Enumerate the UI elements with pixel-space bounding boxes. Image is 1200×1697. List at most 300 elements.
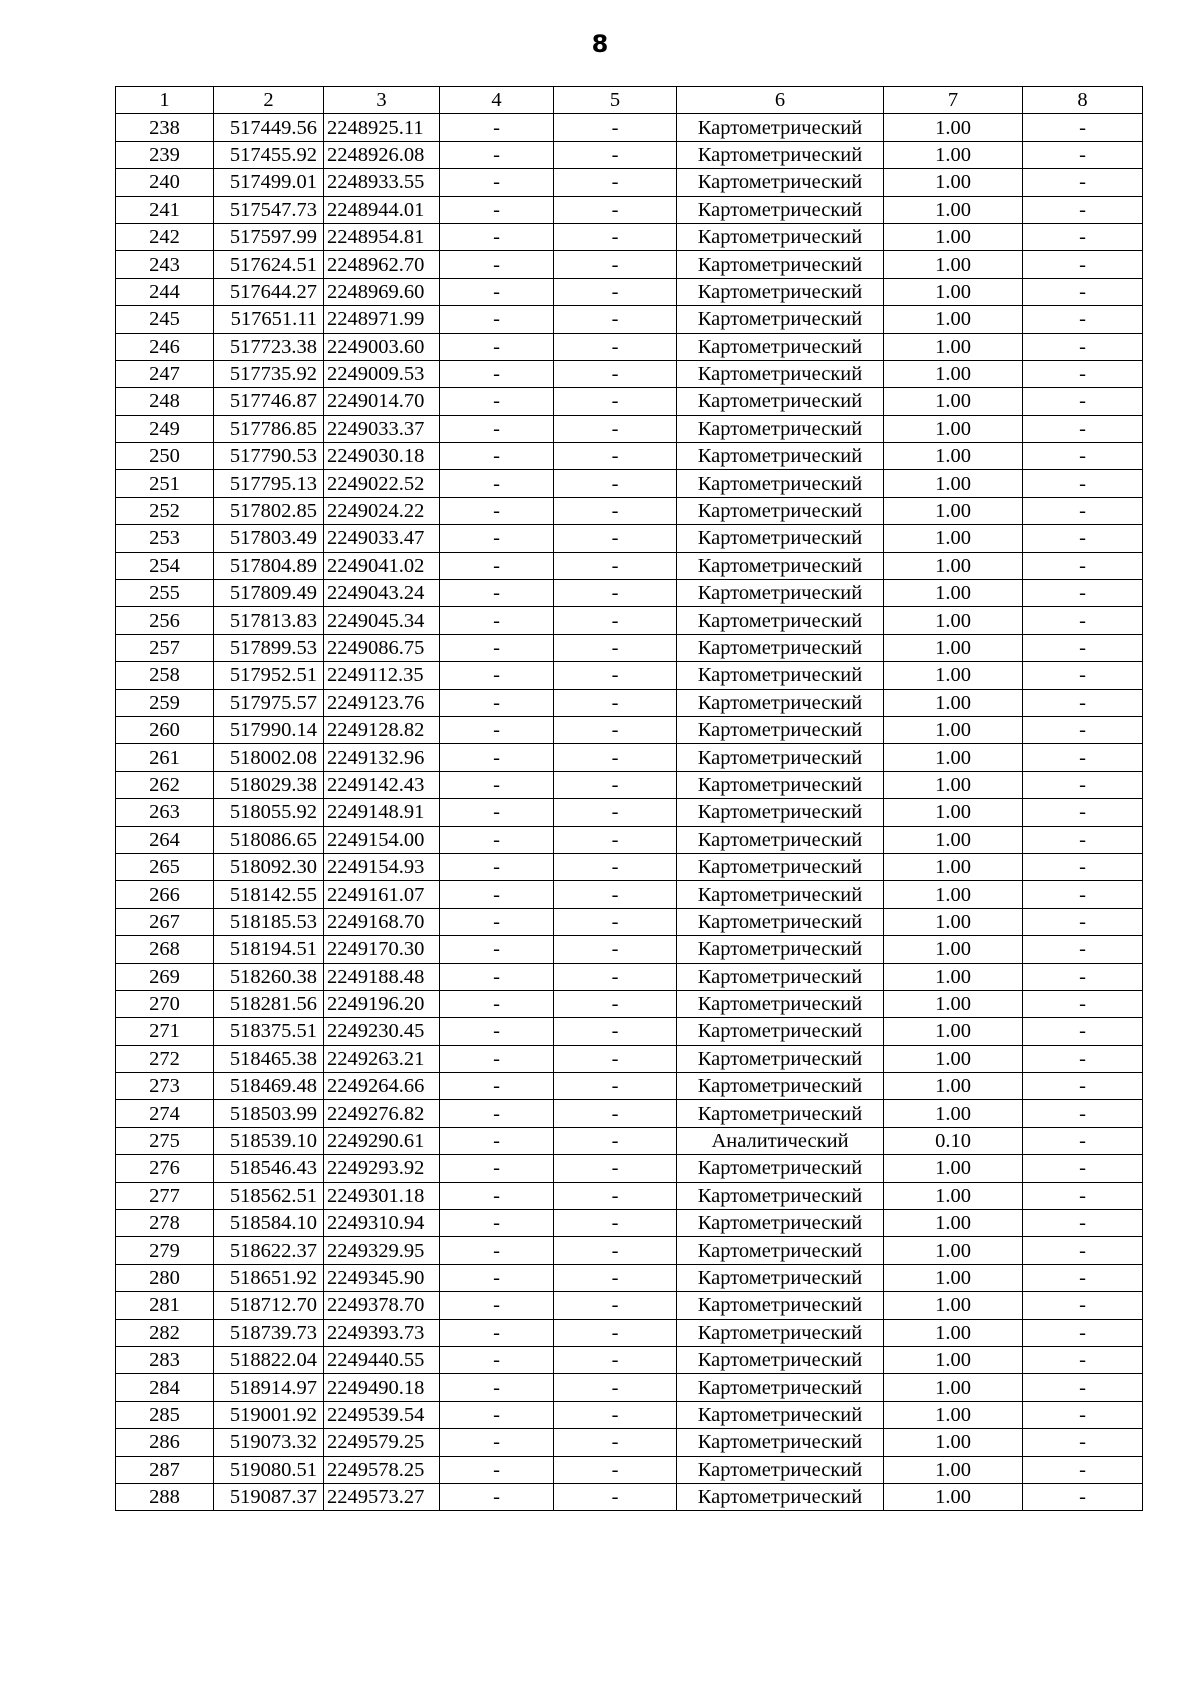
method-cell: Картометрический xyxy=(677,1264,884,1291)
accuracy-cell: 1.00 xyxy=(884,1155,1023,1182)
point-number-cell: 288 xyxy=(116,1483,214,1510)
col4-cell: - xyxy=(440,1483,554,1510)
col4-cell: - xyxy=(440,716,554,743)
method-cell: Картометрический xyxy=(677,1182,884,1209)
col4-cell: - xyxy=(440,1073,554,1100)
col4-cell: - xyxy=(440,744,554,771)
coord-y-cell: 2249230.45 xyxy=(324,1018,440,1045)
table-row xyxy=(116,853,1143,880)
method-cell: Аналитический xyxy=(677,1127,884,1154)
coord-y-cell: 2249003.60 xyxy=(324,333,440,360)
coord-x-cell: 518822.04 xyxy=(214,1346,324,1373)
coord-x-cell: 518002.08 xyxy=(214,744,324,771)
table-row xyxy=(116,278,1143,305)
coord-y-cell: 2249301.18 xyxy=(324,1182,440,1209)
accuracy-cell: 1.00 xyxy=(884,415,1023,442)
point-number-cell: 283 xyxy=(116,1346,214,1373)
method-cell: Картометрический xyxy=(677,415,884,442)
table-row xyxy=(116,963,1143,990)
coord-x-cell: 517899.53 xyxy=(214,634,324,661)
col4-cell: - xyxy=(440,881,554,908)
point-number-cell: 253 xyxy=(116,525,214,552)
accuracy-cell: 1.00 xyxy=(884,360,1023,387)
accuracy-cell: 1.00 xyxy=(884,141,1023,168)
coord-x-cell: 517735.92 xyxy=(214,360,324,387)
coord-y-cell: 2249009.53 xyxy=(324,360,440,387)
table-row xyxy=(116,1346,1143,1373)
col8-cell: - xyxy=(1023,196,1143,223)
column-header: 8 xyxy=(1023,87,1143,114)
coordinates-table xyxy=(115,86,1143,1511)
coord-y-cell: 2248944.01 xyxy=(324,196,440,223)
col8-cell: - xyxy=(1023,744,1143,771)
method-cell: Картометрический xyxy=(677,525,884,552)
col5-cell: - xyxy=(554,853,677,880)
col4-cell: - xyxy=(440,853,554,880)
col8-cell: - xyxy=(1023,908,1143,935)
coord-x-cell: 517790.53 xyxy=(214,443,324,470)
table-row xyxy=(116,388,1143,415)
col8-cell: - xyxy=(1023,963,1143,990)
point-number-cell: 242 xyxy=(116,223,214,250)
col8-cell: - xyxy=(1023,497,1143,524)
point-number-cell: 266 xyxy=(116,881,214,908)
col8-cell: - xyxy=(1023,990,1143,1017)
accuracy-cell: 1.00 xyxy=(884,1237,1023,1264)
col5-cell: - xyxy=(554,360,677,387)
coord-x-cell: 517651.11 xyxy=(214,306,324,333)
table-row xyxy=(116,333,1143,360)
table-row xyxy=(116,580,1143,607)
coord-y-cell: 2248933.55 xyxy=(324,169,440,196)
point-number-cell: 249 xyxy=(116,415,214,442)
col8-cell: - xyxy=(1023,1456,1143,1483)
coord-y-cell: 2249263.21 xyxy=(324,1045,440,1072)
table-row xyxy=(116,114,1143,141)
table-row xyxy=(116,470,1143,497)
col5-cell: - xyxy=(554,634,677,661)
table-row xyxy=(116,1127,1143,1154)
coord-x-cell: 517499.01 xyxy=(214,169,324,196)
method-cell: Картометрический xyxy=(677,799,884,826)
table-row xyxy=(116,936,1143,963)
table-row xyxy=(116,662,1143,689)
method-cell: Картометрический xyxy=(677,853,884,880)
table-row xyxy=(116,607,1143,634)
col5-cell: - xyxy=(554,278,677,305)
accuracy-cell: 1.00 xyxy=(884,580,1023,607)
col4-cell: - xyxy=(440,497,554,524)
col8-cell: - xyxy=(1023,1100,1143,1127)
method-cell: Картометрический xyxy=(677,1100,884,1127)
col8-cell: - xyxy=(1023,306,1143,333)
col5-cell: - xyxy=(554,826,677,853)
accuracy-cell: 1.00 xyxy=(884,388,1023,415)
method-cell: Картометрический xyxy=(677,1237,884,1264)
col8-cell: - xyxy=(1023,251,1143,278)
table-row xyxy=(116,908,1143,935)
col8-cell: - xyxy=(1023,1182,1143,1209)
coord-y-cell: 2249041.02 xyxy=(324,552,440,579)
accuracy-cell: 1.00 xyxy=(884,1045,1023,1072)
table-row xyxy=(116,1319,1143,1346)
table-row xyxy=(116,1182,1143,1209)
method-cell: Картометрический xyxy=(677,963,884,990)
col8-cell: - xyxy=(1023,1264,1143,1291)
col5-cell: - xyxy=(554,1319,677,1346)
col5-cell: - xyxy=(554,388,677,415)
col4-cell: - xyxy=(440,1346,554,1373)
col4-cell: - xyxy=(440,1237,554,1264)
coord-y-cell: 2249345.90 xyxy=(324,1264,440,1291)
table-row xyxy=(116,1018,1143,1045)
accuracy-cell: 1.00 xyxy=(884,607,1023,634)
col4-cell: - xyxy=(440,908,554,935)
point-number-cell: 265 xyxy=(116,853,214,880)
method-cell: Картометрический xyxy=(677,114,884,141)
col8-cell: - xyxy=(1023,1374,1143,1401)
table-header-row xyxy=(116,87,1143,114)
coord-y-cell: 2249170.30 xyxy=(324,936,440,963)
col5-cell: - xyxy=(554,1292,677,1319)
coord-x-cell: 518712.70 xyxy=(214,1292,324,1319)
coord-y-cell: 2248925.11 xyxy=(324,114,440,141)
method-cell: Картометрический xyxy=(677,580,884,607)
col5-cell: - xyxy=(554,443,677,470)
col5-cell: - xyxy=(554,196,677,223)
col4-cell: - xyxy=(440,1429,554,1456)
col5-cell: - xyxy=(554,744,677,771)
col5-cell: - xyxy=(554,662,677,689)
coord-x-cell: 517803.49 xyxy=(214,525,324,552)
col8-cell: - xyxy=(1023,1292,1143,1319)
point-number-cell: 264 xyxy=(116,826,214,853)
coord-y-cell: 2249290.61 xyxy=(324,1127,440,1154)
col8-cell: - xyxy=(1023,662,1143,689)
table-row xyxy=(116,552,1143,579)
col4-cell: - xyxy=(440,771,554,798)
method-cell: Картометрический xyxy=(677,333,884,360)
point-number-cell: 262 xyxy=(116,771,214,798)
col4-cell: - xyxy=(440,689,554,716)
col5-cell: - xyxy=(554,689,677,716)
col4-cell: - xyxy=(440,1456,554,1483)
coord-x-cell: 518651.92 xyxy=(214,1264,324,1291)
col8-cell: - xyxy=(1023,333,1143,360)
coord-x-cell: 518185.53 xyxy=(214,908,324,935)
coord-y-cell: 2249022.52 xyxy=(324,470,440,497)
table-row xyxy=(116,1483,1143,1510)
col8-cell: - xyxy=(1023,689,1143,716)
accuracy-cell: 1.00 xyxy=(884,1292,1023,1319)
method-cell: Картометрический xyxy=(677,1456,884,1483)
coord-x-cell: 519073.32 xyxy=(214,1429,324,1456)
accuracy-cell: 1.00 xyxy=(884,716,1023,743)
col5-cell: - xyxy=(554,497,677,524)
coord-x-cell: 518622.37 xyxy=(214,1237,324,1264)
col5-cell: - xyxy=(554,1018,677,1045)
method-cell: Картометрический xyxy=(677,443,884,470)
accuracy-cell: 1.00 xyxy=(884,689,1023,716)
coord-x-cell: 519080.51 xyxy=(214,1456,324,1483)
table-row xyxy=(116,1210,1143,1237)
point-number-cell: 284 xyxy=(116,1374,214,1401)
accuracy-cell: 1.00 xyxy=(884,1319,1023,1346)
method-cell: Картометрический xyxy=(677,1483,884,1510)
col4-cell: - xyxy=(440,1292,554,1319)
table-row xyxy=(116,196,1143,223)
method-cell: Картометрический xyxy=(677,607,884,634)
method-cell: Картометрический xyxy=(677,662,884,689)
coord-y-cell: 2249148.91 xyxy=(324,799,440,826)
col8-cell: - xyxy=(1023,169,1143,196)
col8-cell: - xyxy=(1023,1073,1143,1100)
table-row xyxy=(116,251,1143,278)
table-row xyxy=(116,1237,1143,1264)
col5-cell: - xyxy=(554,936,677,963)
accuracy-cell: 1.00 xyxy=(884,771,1023,798)
method-cell: Картометрический xyxy=(677,251,884,278)
column-header: 5 xyxy=(554,87,677,114)
accuracy-cell: 1.00 xyxy=(884,251,1023,278)
col4-cell: - xyxy=(440,1210,554,1237)
col4-cell: - xyxy=(440,114,554,141)
table-row xyxy=(116,525,1143,552)
method-cell: Картометрический xyxy=(677,1045,884,1072)
coord-y-cell: 2249043.24 xyxy=(324,580,440,607)
col5-cell: - xyxy=(554,1483,677,1510)
col4-cell: - xyxy=(440,278,554,305)
page-number: 8 xyxy=(591,30,609,58)
col8-cell: - xyxy=(1023,223,1143,250)
point-number-cell: 251 xyxy=(116,470,214,497)
coord-y-cell: 2249329.95 xyxy=(324,1237,440,1264)
point-number-cell: 280 xyxy=(116,1264,214,1291)
coord-y-cell: 2249310.94 xyxy=(324,1210,440,1237)
point-number-cell: 260 xyxy=(116,716,214,743)
point-number-cell: 274 xyxy=(116,1100,214,1127)
coord-y-cell: 2249264.66 xyxy=(324,1073,440,1100)
col4-cell: - xyxy=(440,963,554,990)
coord-x-cell: 517597.99 xyxy=(214,223,324,250)
accuracy-cell: 0.10 xyxy=(884,1127,1023,1154)
point-number-cell: 273 xyxy=(116,1073,214,1100)
coord-x-cell: 517547.73 xyxy=(214,196,324,223)
coord-y-cell: 2249490.18 xyxy=(324,1374,440,1401)
point-number-cell: 244 xyxy=(116,278,214,305)
table-row xyxy=(116,497,1143,524)
coord-x-cell: 517802.85 xyxy=(214,497,324,524)
col5-cell: - xyxy=(554,306,677,333)
col8-cell: - xyxy=(1023,141,1143,168)
col8-cell: - xyxy=(1023,771,1143,798)
coord-x-cell: 517449.56 xyxy=(214,114,324,141)
method-cell: Картометрический xyxy=(677,1319,884,1346)
col5-cell: - xyxy=(554,1155,677,1182)
table-row xyxy=(116,415,1143,442)
coord-x-cell: 517804.89 xyxy=(214,552,324,579)
table-row xyxy=(116,1073,1143,1100)
col5-cell: - xyxy=(554,470,677,497)
col4-cell: - xyxy=(440,306,554,333)
method-cell: Картометрический xyxy=(677,990,884,1017)
coord-y-cell: 2249161.07 xyxy=(324,881,440,908)
coord-x-cell: 518739.73 xyxy=(214,1319,324,1346)
point-number-cell: 240 xyxy=(116,169,214,196)
accuracy-cell: 1.00 xyxy=(884,1073,1023,1100)
col8-cell: - xyxy=(1023,580,1143,607)
accuracy-cell: 1.00 xyxy=(884,634,1023,661)
method-cell: Картометрический xyxy=(677,360,884,387)
col5-cell: - xyxy=(554,1401,677,1428)
col5-cell: - xyxy=(554,580,677,607)
accuracy-cell: 1.00 xyxy=(884,1456,1023,1483)
col8-cell: - xyxy=(1023,936,1143,963)
accuracy-cell: 1.00 xyxy=(884,1100,1023,1127)
col8-cell: - xyxy=(1023,853,1143,880)
coord-x-cell: 518584.10 xyxy=(214,1210,324,1237)
point-number-cell: 259 xyxy=(116,689,214,716)
col5-cell: - xyxy=(554,333,677,360)
col4-cell: - xyxy=(440,1264,554,1291)
coord-y-cell: 2249030.18 xyxy=(324,443,440,470)
col5-cell: - xyxy=(554,771,677,798)
method-cell: Картометрический xyxy=(677,1429,884,1456)
coord-x-cell: 518260.38 xyxy=(214,963,324,990)
method-cell: Картометрический xyxy=(677,1346,884,1373)
coord-y-cell: 2249196.20 xyxy=(324,990,440,1017)
col4-cell: - xyxy=(440,826,554,853)
col5-cell: - xyxy=(554,607,677,634)
col4-cell: - xyxy=(440,415,554,442)
col5-cell: - xyxy=(554,1264,677,1291)
col4-cell: - xyxy=(440,1100,554,1127)
point-number-cell: 241 xyxy=(116,196,214,223)
point-number-cell: 285 xyxy=(116,1401,214,1428)
coord-y-cell: 2249112.35 xyxy=(324,662,440,689)
col4-cell: - xyxy=(440,388,554,415)
method-cell: Картометрический xyxy=(677,1018,884,1045)
table-row xyxy=(116,1045,1143,1072)
accuracy-cell: 1.00 xyxy=(884,1374,1023,1401)
coord-y-cell: 2249045.34 xyxy=(324,607,440,634)
col4-cell: - xyxy=(440,1045,554,1072)
accuracy-cell: 1.00 xyxy=(884,799,1023,826)
col5-cell: - xyxy=(554,990,677,1017)
accuracy-cell: 1.00 xyxy=(884,963,1023,990)
accuracy-cell: 1.00 xyxy=(884,333,1023,360)
col4-cell: - xyxy=(440,443,554,470)
coord-y-cell: 2249132.96 xyxy=(324,744,440,771)
col8-cell: - xyxy=(1023,552,1143,579)
col8-cell: - xyxy=(1023,1429,1143,1456)
col8-cell: - xyxy=(1023,114,1143,141)
coord-x-cell: 517786.85 xyxy=(214,415,324,442)
table-body xyxy=(116,114,1143,1511)
col4-cell: - xyxy=(440,580,554,607)
method-cell: Картометрический xyxy=(677,223,884,250)
coord-y-cell: 2249573.27 xyxy=(324,1483,440,1510)
method-cell: Картометрический xyxy=(677,689,884,716)
coord-x-cell: 518914.97 xyxy=(214,1374,324,1401)
method-cell: Картометрический xyxy=(677,1155,884,1182)
col8-cell: - xyxy=(1023,634,1143,661)
table-row xyxy=(116,634,1143,661)
accuracy-cell: 1.00 xyxy=(884,990,1023,1017)
coord-y-cell: 2248971.99 xyxy=(324,306,440,333)
coord-x-cell: 518086.65 xyxy=(214,826,324,853)
method-cell: Картометрический xyxy=(677,552,884,579)
col8-cell: - xyxy=(1023,1127,1143,1154)
coord-x-cell: 517795.13 xyxy=(214,470,324,497)
accuracy-cell: 1.00 xyxy=(884,662,1023,689)
col5-cell: - xyxy=(554,963,677,990)
table-row xyxy=(116,716,1143,743)
column-header: 2 xyxy=(214,87,324,114)
point-number-cell: 263 xyxy=(116,799,214,826)
table-row xyxy=(116,744,1143,771)
table-row xyxy=(116,1429,1143,1456)
col4-cell: - xyxy=(440,607,554,634)
col8-cell: - xyxy=(1023,1045,1143,1072)
col4-cell: - xyxy=(440,1182,554,1209)
coord-x-cell: 517990.14 xyxy=(214,716,324,743)
method-cell: Картометрический xyxy=(677,388,884,415)
col4-cell: - xyxy=(440,525,554,552)
col5-cell: - xyxy=(554,799,677,826)
method-cell: Картометрический xyxy=(677,1073,884,1100)
point-number-cell: 267 xyxy=(116,908,214,935)
method-cell: Картометрический xyxy=(677,306,884,333)
col4-cell: - xyxy=(440,662,554,689)
point-number-cell: 248 xyxy=(116,388,214,415)
col8-cell: - xyxy=(1023,1237,1143,1264)
col5-cell: - xyxy=(554,1182,677,1209)
table-row xyxy=(116,1264,1143,1291)
accuracy-cell: 1.00 xyxy=(884,470,1023,497)
table-row xyxy=(116,1100,1143,1127)
table-row xyxy=(116,141,1143,168)
col4-cell: - xyxy=(440,223,554,250)
point-number-cell: 287 xyxy=(116,1456,214,1483)
coord-y-cell: 2249578.25 xyxy=(324,1456,440,1483)
point-number-cell: 286 xyxy=(116,1429,214,1456)
point-number-cell: 256 xyxy=(116,607,214,634)
column-header: 3 xyxy=(324,87,440,114)
col4-cell: - xyxy=(440,1374,554,1401)
point-number-cell: 257 xyxy=(116,634,214,661)
coord-x-cell: 518092.30 xyxy=(214,853,324,880)
coord-y-cell: 2249123.76 xyxy=(324,689,440,716)
accuracy-cell: 1.00 xyxy=(884,1483,1023,1510)
col5-cell: - xyxy=(554,1346,677,1373)
method-cell: Картометрический xyxy=(677,497,884,524)
point-number-cell: 252 xyxy=(116,497,214,524)
table-row xyxy=(116,881,1143,908)
accuracy-cell: 1.00 xyxy=(884,1346,1023,1373)
point-number-cell: 238 xyxy=(116,114,214,141)
method-cell: Картометрический xyxy=(677,196,884,223)
coord-x-cell: 517455.92 xyxy=(214,141,324,168)
accuracy-cell: 1.00 xyxy=(884,306,1023,333)
col4-cell: - xyxy=(440,990,554,1017)
coord-y-cell: 2249128.82 xyxy=(324,716,440,743)
point-number-cell: 282 xyxy=(116,1319,214,1346)
col4-cell: - xyxy=(440,552,554,579)
col4-cell: - xyxy=(440,1401,554,1428)
method-cell: Картометрический xyxy=(677,1401,884,1428)
col8-cell: - xyxy=(1023,360,1143,387)
